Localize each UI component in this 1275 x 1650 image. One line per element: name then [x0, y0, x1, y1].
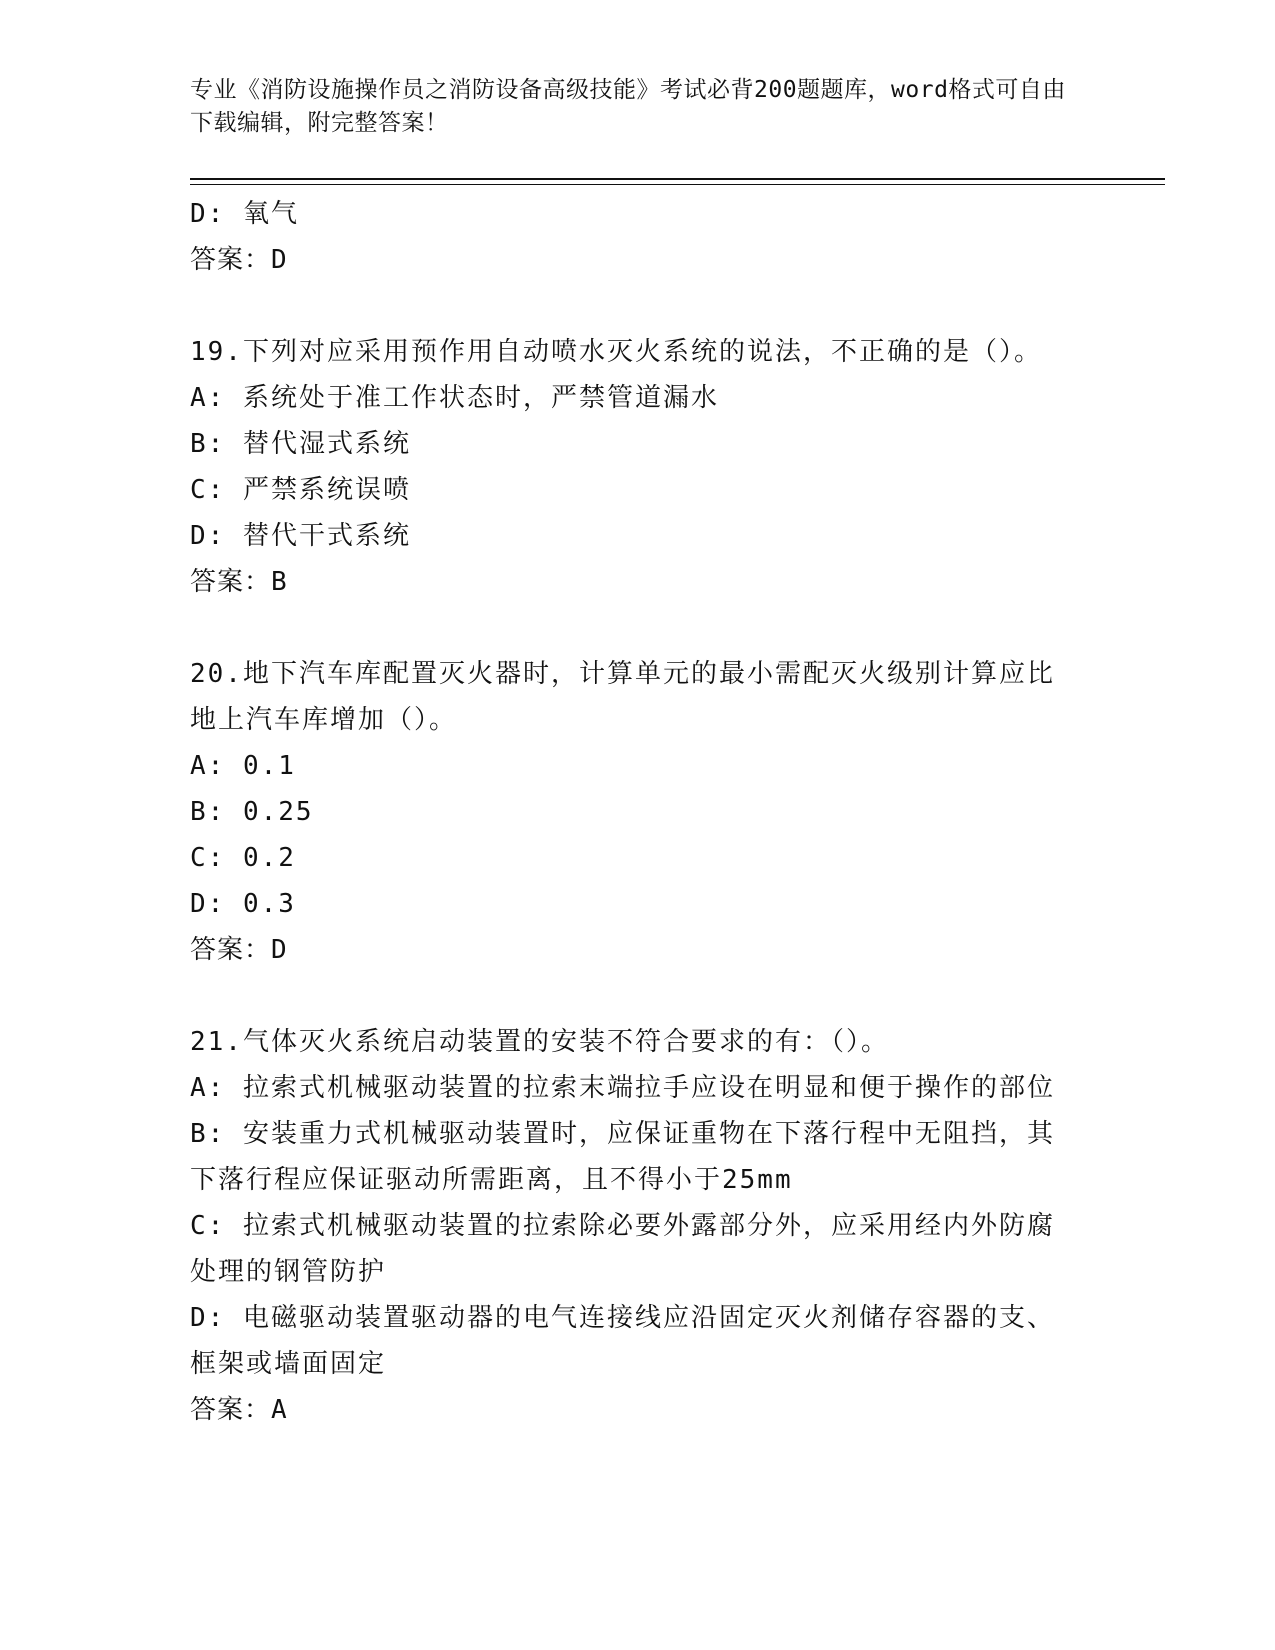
- q21-option-b-line1: B: 安装重力式机械驱动装置时，应保证重物在下落行程中无阻挡，其: [190, 1119, 1055, 1149]
- q21-option-c-line2: 处理的钢管防护: [190, 1257, 387, 1287]
- q20-stem-line2: 地上汽车库增加（）。: [190, 705, 458, 735]
- q21-option-a: A: 拉索式机械驱动装置的拉索末端拉手应设在明显和便于操作的部位: [190, 1073, 1055, 1103]
- q20-option-c: C: 0.2: [190, 843, 296, 873]
- q20-option-a: A: 0.1: [190, 751, 296, 781]
- q21-option-b-line2: 下落行程应保证驱动所需距离，且不得小于25mm: [190, 1165, 793, 1195]
- q19-option-d: D: 替代干式系统: [190, 521, 411, 551]
- q20-option-d: D: 0.3: [190, 889, 296, 919]
- spacer: [190, 973, 1090, 1019]
- question-list: [190, 191, 1090, 1433]
- q20-answer: 答案：D: [190, 935, 288, 965]
- q20-option-b: B: 0.25: [190, 797, 314, 827]
- q19-answer: 答案：B: [190, 567, 288, 597]
- q20-stem-line1: 20.地下汽车库配置灭火器时，计算单元的最小需配灭火级别计算应比: [190, 659, 1055, 689]
- header-text: 专业《消防设施操作员之消防设备高级技能》考试必背200题题库，word格式可自由下载编辑，附完整答案！: [190, 77, 1066, 136]
- prev-answer: 答案：D: [190, 245, 288, 275]
- q19-option-a: A: 系统处于准工作状态时，严禁管道漏水: [190, 383, 719, 413]
- header-divider-thick: [190, 178, 1165, 180]
- q21-option-d-line2: 框架或墙面固定: [190, 1349, 387, 1379]
- q21-stem: 21.气体灭火系统启动装置的安装不符合要求的有：（）。: [190, 1027, 889, 1057]
- q19-option-c: C: 严禁系统误喷: [190, 475, 411, 505]
- q19-stem: 19.下列对应采用预作用自动喷水灭火系统的说法，不正确的是（）。: [190, 337, 1042, 367]
- q19-option-b: B: 替代湿式系统: [190, 429, 411, 459]
- q21-answer: 答案：A: [190, 1395, 288, 1425]
- q21-option-d-line1: D: 电磁驱动装置驱动器的电气连接线应沿固定灭火剂储存容器的支、: [190, 1303, 1055, 1333]
- q21-option-c-line1: C: 拉索式机械驱动装置的拉索除必要外露部分外，应采用经内外防腐: [190, 1211, 1055, 1241]
- spacer: [190, 605, 1090, 651]
- header-divider-thin: [190, 184, 1165, 185]
- prev-option-d: D: 氧气: [190, 199, 299, 229]
- spacer: [190, 283, 1090, 329]
- document-header: [190, 74, 1070, 140]
